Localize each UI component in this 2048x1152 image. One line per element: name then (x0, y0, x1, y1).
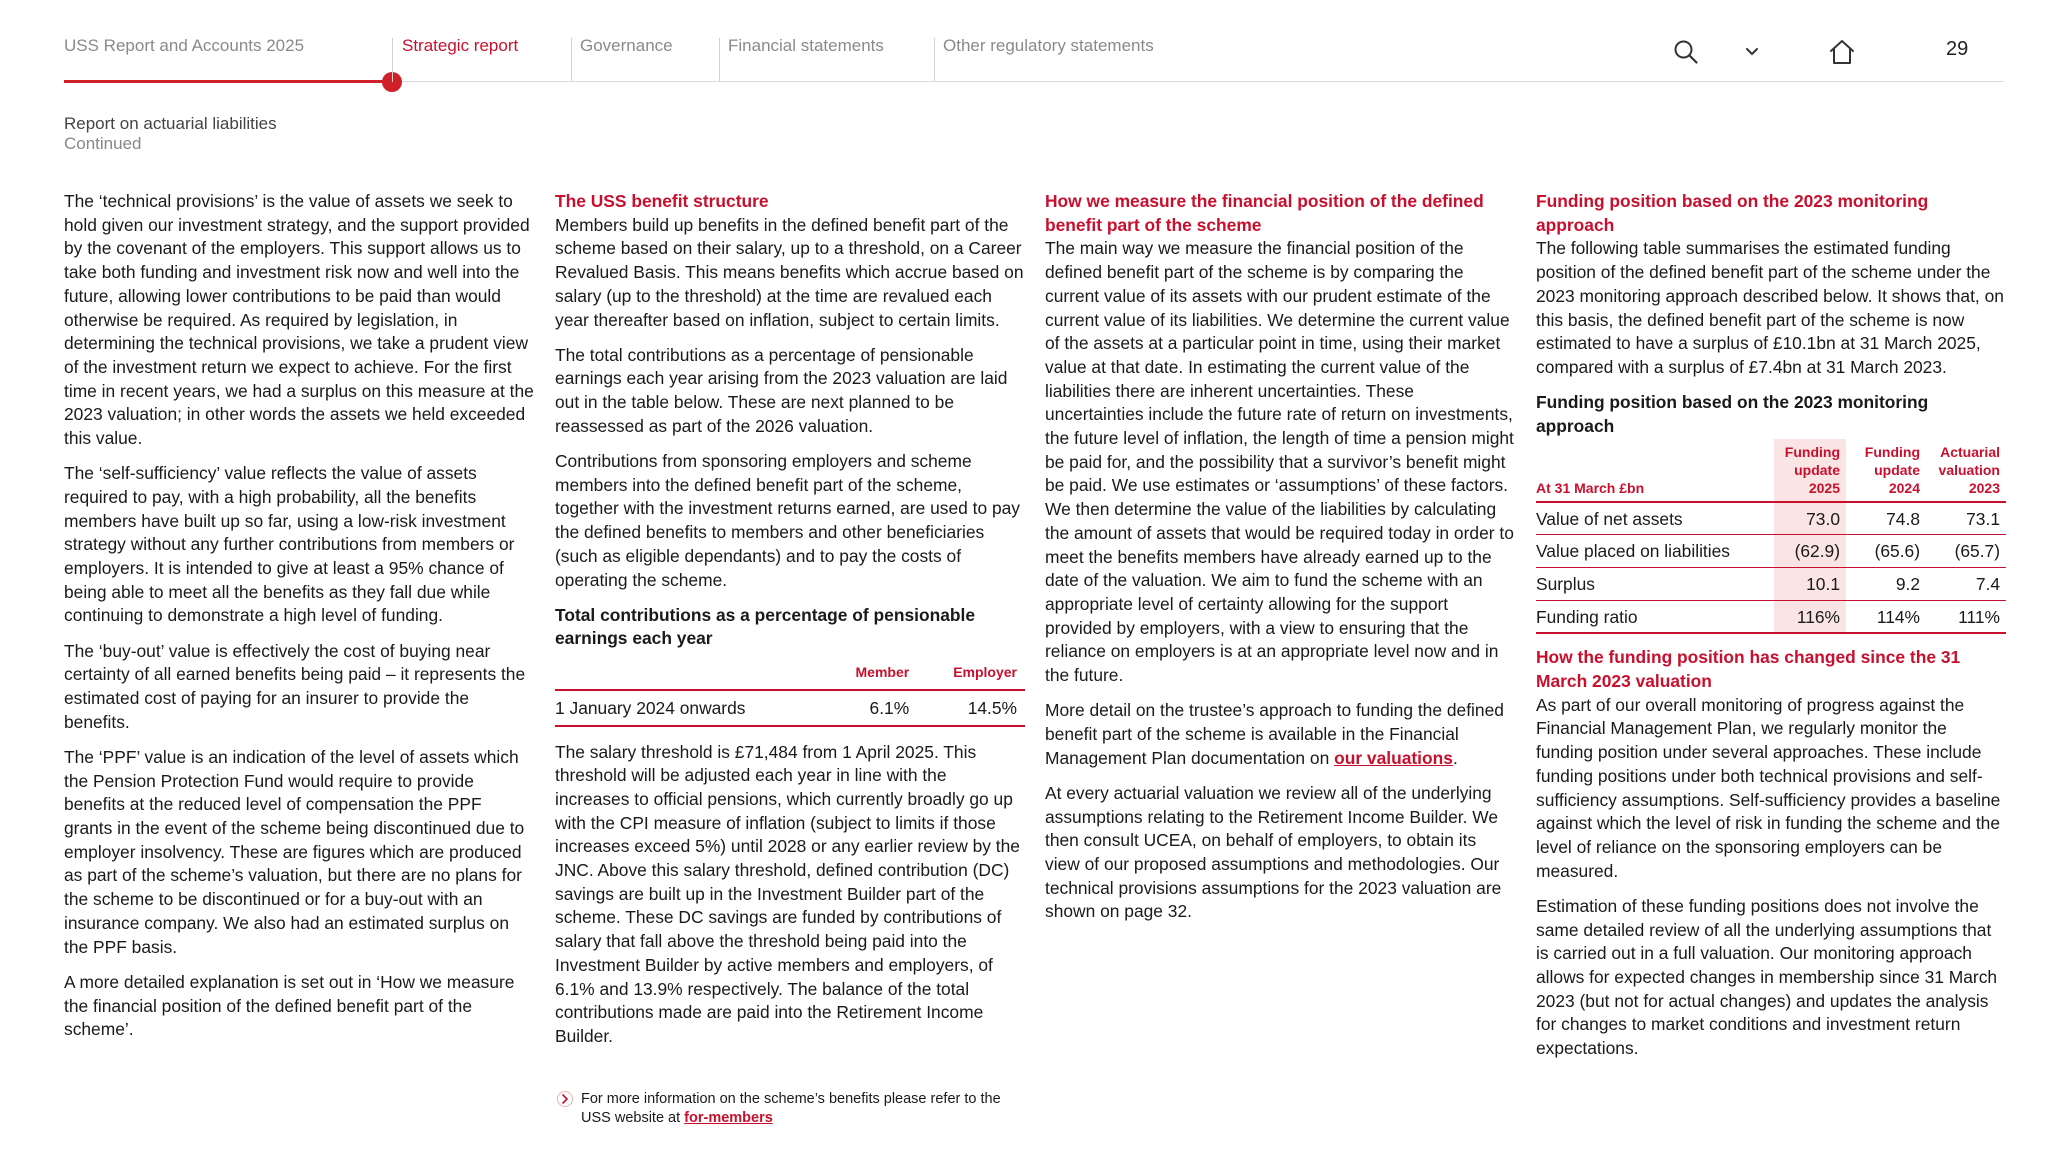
heading-funding-position: Funding position based on the 2023 monitoring approach (1536, 191, 1929, 235)
footnote (557, 1090, 1027, 1128)
table-cell-value: 7.4 (1926, 567, 2006, 600)
nav-tab-governance[interactable]: Governance (580, 36, 673, 55)
paragraph: Estimation of these funding positions does not involve the same detailed review of all the underlying assumptions that is carried out in a full valuation. Our monitoring approach allows for expected changes in membership since 31 March 2023 (but not for actual changes) and updates the analysis for changes to market conditions and investment return expectations. (1536, 895, 1998, 1059)
nav-tab-financial-statements[interactable]: Financial statements (728, 36, 884, 55)
heading-financial-position: How we measure the financial position of the defined benefit part of the scheme (1045, 191, 1484, 235)
table-cell-label: Value placed on liabilities (1536, 535, 1774, 568)
our-valuations-link[interactable]: our valuations (1334, 747, 1453, 768)
paragraph: The following table summarises the estimated funding position of the defined benefit part of the scheme under the 2023 monitoring approach described below. It shows that, on this basis, the defined benefit part of the scheme is now estimated to have a surplus of £10.1bn at 31 March 2025, compared with a surplus of £7.4bn at 31 March 2023. (1536, 238, 2004, 377)
paragraph: The ‘technical provisions’ is the value of assets we seek to hold given our investment strategy, and the support provided by the covenant of the employers. This support allows us to take both funding and investment risk now and well into the future, allowing lower contributions to be paid than would otherwise be required. As required by legislation, in determining the technical provisions, we take a prudent view of the investment return we expect to achieve. For the first time in recent years, we had a surplus on this measure at the 2023 valuation; in other words the assets we held exceeded this value. (64, 191, 534, 449)
table-cell-label: Surplus (1536, 567, 1774, 600)
paragraph: The ‘PPF’ value is an indication of the level of assets which the Pension Protection Fund would require to provide benefits at the reduced level of compensation the PPF grants in the event of the scheme being discontinued due to employer insolvency. These are figures which are produced as part of the scheme’s valuation, but there are no plans for the scheme to be discontinued or for a buy-out with an insurance company. We also had an estimated surplus on the PPF basis. (64, 746, 525, 957)
table-cell-label: Funding ratio (1536, 600, 1774, 633)
table-row (1536, 502, 2006, 535)
paragraph: The total contributions as a percentage of pensionable earnings each year arising from the 2023 valuation are laid out in the table below. These are next planned to be reassessed as part of the 2026 valuation. (555, 344, 1008, 436)
funding-position-table (1536, 439, 2006, 635)
paragraph: The ‘self-sufficiency’ value reflects the value of assets required to pay, with a high probability, all the benefits members have built up so far, using a low-risk investment strategy without any further contributions from members or employers. It is intended to give at least a 95% chance of being able to meet all the benefits as they fall due while continuing to demonstrate a high level of funding. (64, 463, 515, 626)
table-row (1536, 535, 2006, 568)
table-header-member: Member (823, 653, 917, 690)
paragraph (1045, 699, 1515, 770)
table-cell-value: 74.8 (1846, 502, 1926, 535)
table-title-contributions: Total contributions as a percentage of pensionable earnings each year (555, 604, 976, 649)
paragraph: The ‘buy-out’ value is effectively the cost of buying near certainty of all earned benefits being paid – it represents the estimated cost of paying for an insurer to provide the benefits. (64, 640, 526, 732)
table-cell-value: 9.2 (1846, 567, 1926, 600)
section-subtitle: Continued (64, 134, 142, 153)
table-cell-label: 1 January 2024 onwards (555, 690, 823, 726)
section-title: Report on actuarial liabilities (64, 114, 277, 133)
table-cell-value: 114% (1846, 600, 1926, 633)
footnote-text: For more information on the scheme’s benefits please refer to the USS website at (581, 1091, 1001, 1126)
paragraph: As part of our overall monitoring of progress against the Financial Management Plan, we regularly monitor the funding position under several approaches. These include funding positions under both technical provisions and self-sufficiency assumptions. Self-sufficiency provides a baseline against which the level of risk in funding the scheme and the level of reliance on the sponsoring employers can be measured. (1536, 694, 2001, 881)
column-technical-provisions (64, 190, 534, 1053)
table-header-funding-update-2024: Funding update 2024 (1846, 439, 1926, 502)
nav-tab-strategic-report[interactable]: Strategic report (402, 36, 519, 55)
table-header-employer: Employer (917, 653, 1025, 690)
table-header-actuarial-valuation-2023: Actuarial valuation 2023 (1926, 439, 2006, 502)
top-navigation (0, 0, 2048, 84)
table-cell-value: (65.7) (1926, 535, 2006, 568)
table-cell-value: 116% (1774, 600, 1846, 633)
paragraph: Contributions from sponsoring employers and scheme members into the defined benefit part of the scheme, together with the investment returns earned, are used to pay the defined benefits to members and other beneficiaries (such as eligible dependants) and to pay the costs of operating the scheme. (555, 451, 1020, 590)
table-row (1536, 567, 2006, 600)
table-header-at-date: At 31 March £bn (1536, 439, 1774, 502)
table-cell-value: 73.0 (1774, 502, 1846, 535)
paragraph: At every actuarial valuation we review all of the underlying assumptions relating to the Retirement Income Builder. We then consult UCEA, on behalf of employers, to obtain its view of our proposed assumptions and methodologies. Our technical provisions assumptions for the 2023 valuation are shown on page 32. (1045, 782, 1502, 922)
search-icon[interactable] (1670, 36, 1702, 68)
table-cell-label: Value of net assets (1536, 502, 1774, 535)
paragraph: A more detailed explanation is set out in ‘How we measure the financial position of the defined benefit part of the scheme’. (64, 971, 515, 1040)
table-cell-value: (62.9) (1774, 535, 1846, 568)
chevron-right-icon (557, 1091, 573, 1107)
table-header-empty (555, 653, 823, 690)
home-icon[interactable] (1826, 36, 1858, 68)
paragraph: The main way we measure the financial position of the defined benefit part of the scheme is by comparing the current value of its assets with our prudent estimate of the current value of its liabilities. We determine the current value of the assets at a particular point in time, using their market value at that date. In estimating the current value of the liabilities there are inherent uncertainties. These uncertainties include the future rate of return on investments, the future level of inflation, the length of time a pension might be paid for, and the possibility that a survivor’s benefit might be paid. We use estimates or ‘assumptions’ of these factors. We then determine the value of the liabilities by calculating the amount of assets that would be required today in order to meet the benefits members have already earned up to the date of the valuation. We aim to fund the scheme with an appropriate level of certainty allowing for the support provided by employers, with a view to ensuring that the reliance on employers is at an appropriate level now and in the future. (1045, 238, 1514, 686)
paragraph-end: . (1452, 747, 1458, 768)
table-row (1536, 600, 2006, 633)
table-cell-employer: 14.5% (917, 690, 1025, 726)
paragraph: The salary threshold is £71,484 from 1 April 2025. This threshold will be adjusted each year in line with the increases to official pensions, which currently broadly go up with the CPI measure of inflation (subject to limits if those increases exceed 5%) until 2028 or any earlier review by the JNC. Above this salary threshold, defined contribution (DC) savings are built up in the Investment Builder part of the scheme. These DC savings are funded by contributions of salary that fall above the threshold being paid into the Investment Builder by active members and employers, of 6.1% and 13.9% respectively. The balance of the total contributions made are paid into the Retirement Income Builder. (555, 741, 1020, 1046)
contributions-table (555, 653, 1025, 726)
for-members-link[interactable]: for-members (684, 1110, 773, 1126)
column-financial-position (1045, 190, 1515, 936)
nav-separator (934, 38, 935, 82)
paragraph-text: More detail on the trustee’s approach to funding the defined benefit part of the scheme is available in the Financial Management Plan documentation on (1045, 700, 1504, 768)
table-title-funding: Funding position based on the 2023 monitoring approach (1536, 392, 1929, 436)
nav-separator (392, 38, 393, 82)
page-number: 29 (1946, 38, 1969, 60)
table-cell-value: 111% (1926, 600, 2006, 633)
column-funding-position (1536, 190, 2006, 1072)
table-cell-value: 73.1 (1926, 502, 2006, 535)
table-cell-value: 10.1 (1774, 567, 1846, 600)
section-label (64, 114, 277, 154)
nav-separator (719, 38, 720, 82)
nav-tab-other-regulatory-statements[interactable]: Other regulatory statements (943, 36, 1154, 55)
paragraph: Members build up benefits in the defined benefit part of the scheme based on their salary, up to a threshold, on a Career Revalued Basis. This means benefits which accrue based on salary (up to the threshold) at the time are revalued each year thereafter based on inflation, subject to certain limits. (555, 214, 1024, 330)
heading-funding-change: How the funding position has changed since the 31 March 2023 valuation (1536, 647, 1961, 692)
heading-benefit-structure: The USS benefit structure (555, 191, 769, 211)
table-cell-member: 6.1% (823, 690, 917, 726)
nav-separator (571, 38, 572, 82)
table-row (555, 690, 1025, 726)
column-benefit-structure (555, 190, 1025, 1060)
table-cell-value: (65.6) (1846, 535, 1926, 568)
nav-progress-bar (64, 80, 392, 83)
nav-link-report-home[interactable]: USS Report and Accounts 2025 (64, 36, 305, 55)
chevron-down-icon[interactable] (1736, 36, 1768, 68)
table-header-funding-update-2025: Funding update 2025 (1774, 439, 1846, 502)
